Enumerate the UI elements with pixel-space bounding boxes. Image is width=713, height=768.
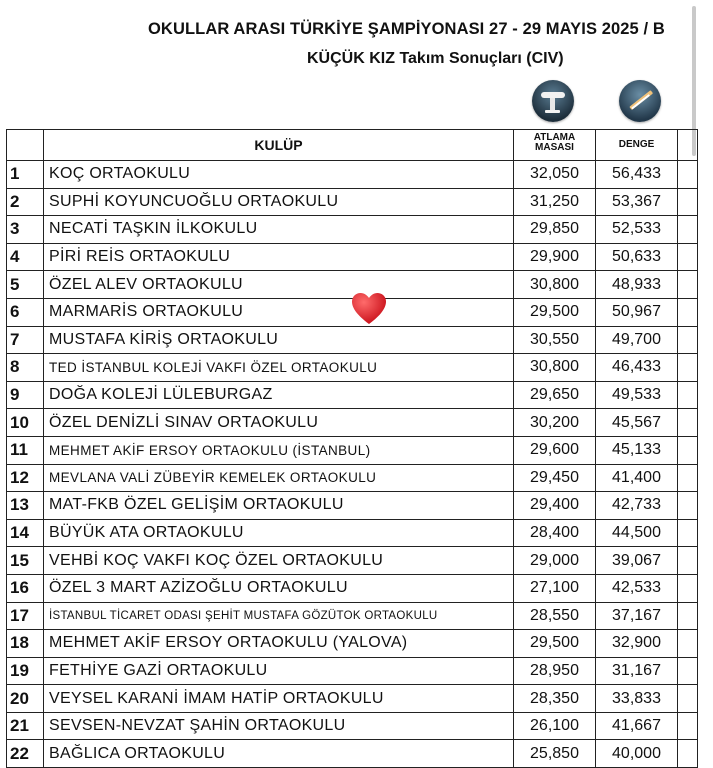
table-row xyxy=(7,161,698,189)
club-name-cell: BÜYÜK ATA ORTAOKULU xyxy=(44,519,514,547)
header-club: KULÜP xyxy=(44,130,514,161)
empty-cell xyxy=(678,243,698,271)
beam-score-cell: 52,533 xyxy=(596,216,678,244)
table-row xyxy=(7,740,698,768)
beam-score-cell: 39,067 xyxy=(596,547,678,575)
vault-score-cell: 29,400 xyxy=(514,492,596,520)
vault-score-cell: 29,850 xyxy=(514,216,596,244)
empty-cell xyxy=(678,381,698,409)
beam-score-cell: 44,500 xyxy=(596,519,678,547)
rank-cell: 4 xyxy=(7,243,44,271)
vault-score-cell: 30,800 xyxy=(514,271,596,299)
rank-cell: 2 xyxy=(7,188,44,216)
results-table xyxy=(6,129,698,768)
vault-score-cell: 29,450 xyxy=(514,464,596,492)
vault-score-cell: 29,650 xyxy=(514,381,596,409)
empty-cell xyxy=(678,519,698,547)
vault-table-icon xyxy=(532,80,574,122)
empty-cell xyxy=(678,464,698,492)
table-row xyxy=(7,685,698,713)
empty-cell xyxy=(678,630,698,658)
rank-cell: 5 xyxy=(7,271,44,299)
empty-cell xyxy=(678,547,698,575)
balance-beam-icon xyxy=(619,80,661,122)
beam-score-cell: 49,533 xyxy=(596,381,678,409)
table-row xyxy=(7,436,698,464)
vault-score-cell: 28,400 xyxy=(514,519,596,547)
beam-score-cell: 41,400 xyxy=(596,464,678,492)
vault-score-cell: 31,250 xyxy=(514,188,596,216)
empty-cell xyxy=(678,409,698,437)
vault-score-cell: 28,950 xyxy=(514,657,596,685)
club-name-cell: VEYSEL KARANİ İMAM HATİP ORTAOKULU xyxy=(44,685,514,713)
club-name-cell: PİRİ REİS ORTAOKULU xyxy=(44,243,514,271)
beam-score-cell: 46,433 xyxy=(596,354,678,382)
table-row xyxy=(7,326,698,354)
beam-score-cell: 49,700 xyxy=(596,326,678,354)
rank-cell: 8 xyxy=(7,354,44,382)
beam-score-cell: 53,367 xyxy=(596,188,678,216)
club-name-cell: KOÇ ORTAOKULU xyxy=(44,161,514,189)
empty-cell xyxy=(678,602,698,630)
rank-cell: 9 xyxy=(7,381,44,409)
club-name-cell: ÖZEL DENİZLİ SINAV ORTAOKULU xyxy=(44,409,514,437)
rank-cell: 12 xyxy=(7,464,44,492)
rank-cell: 10 xyxy=(7,409,44,437)
empty-cell xyxy=(678,657,698,685)
table-row xyxy=(7,188,698,216)
empty-cell xyxy=(678,271,698,299)
empty-cell xyxy=(678,161,698,189)
empty-cell xyxy=(678,740,698,768)
table-row xyxy=(7,464,698,492)
beam-score-cell: 32,900 xyxy=(596,630,678,658)
club-name-cell: VEHBİ KOÇ VAKFI KOÇ ÖZEL ORTAOKULU xyxy=(44,547,514,575)
table-row xyxy=(7,547,698,575)
vault-score-cell: 29,500 xyxy=(514,298,596,326)
beam-score-cell: 42,733 xyxy=(596,492,678,520)
club-name-cell: ÖZEL 3 MART AZİZOĞLU ORTAOKULU xyxy=(44,574,514,602)
table-row xyxy=(7,381,698,409)
club-name-cell: ÖZEL ALEV ORTAOKULU xyxy=(44,271,514,299)
table-row xyxy=(7,216,698,244)
rank-cell: 19 xyxy=(7,657,44,685)
vault-score-cell: 28,550 xyxy=(514,602,596,630)
vault-score-cell: 30,800 xyxy=(514,354,596,382)
table-row xyxy=(7,354,698,382)
rank-cell: 7 xyxy=(7,326,44,354)
rank-cell: 15 xyxy=(7,547,44,575)
table-row xyxy=(7,574,698,602)
table-row xyxy=(7,243,698,271)
rank-cell: 17 xyxy=(7,602,44,630)
empty-cell xyxy=(678,685,698,713)
rank-cell: 6 xyxy=(7,298,44,326)
vault-score-cell: 29,000 xyxy=(514,547,596,575)
rank-cell: 18 xyxy=(7,630,44,658)
beam-score-cell: 41,667 xyxy=(596,712,678,740)
rank-cell: 3 xyxy=(7,216,44,244)
empty-cell xyxy=(678,574,698,602)
club-name-cell: MEHMET AKİF ERSOY ORTAOKULU (YALOVA) xyxy=(44,630,514,658)
empty-cell xyxy=(678,326,698,354)
vault-score-cell: 32,050 xyxy=(514,161,596,189)
table-header-row xyxy=(7,130,698,161)
empty-cell xyxy=(678,492,698,520)
beam-score-cell: 40,000 xyxy=(596,740,678,768)
empty-cell xyxy=(678,712,698,740)
empty-cell xyxy=(678,188,698,216)
table-row xyxy=(7,492,698,520)
club-name-cell: MAT-FKB ÖZEL GELİŞİM ORTAOKULU xyxy=(44,492,514,520)
header-extra xyxy=(678,130,698,161)
empty-cell xyxy=(678,354,698,382)
club-name-cell: MEHMET AKİF ERSOY ORTAOKULU (İSTANBUL) xyxy=(44,436,514,464)
club-name-cell: MUSTAFA KİRİŞ ORTAOKULU xyxy=(44,326,514,354)
club-name-cell: MEVLANA VALİ ZÜBEYİR KEMELEK ORTAOKULU xyxy=(44,464,514,492)
rank-cell: 14 xyxy=(7,519,44,547)
rank-cell: 22 xyxy=(7,740,44,768)
beam-score-cell: 50,633 xyxy=(596,243,678,271)
beam-score-cell: 45,133 xyxy=(596,436,678,464)
vault-score-cell: 30,200 xyxy=(514,409,596,437)
beam-score-cell: 48,933 xyxy=(596,271,678,299)
heart-emoji-icon xyxy=(351,292,387,326)
beam-score-cell: 31,167 xyxy=(596,657,678,685)
club-name-cell: DOĞA KOLEJİ LÜLEBURGAZ xyxy=(44,381,514,409)
table-row xyxy=(7,657,698,685)
empty-cell xyxy=(678,216,698,244)
beam-score-cell: 42,533 xyxy=(596,574,678,602)
beam-score-cell: 50,967 xyxy=(596,298,678,326)
club-name-cell: NECATİ TAŞKIN İLKOKULU xyxy=(44,216,514,244)
vault-score-cell: 29,900 xyxy=(514,243,596,271)
empty-cell xyxy=(678,298,698,326)
table-row xyxy=(7,712,698,740)
club-name-cell: SEVSEN-NEVZAT ŞAHİN ORTAOKULU xyxy=(44,712,514,740)
table-row xyxy=(7,602,698,630)
beam-score-cell: 37,167 xyxy=(596,602,678,630)
rank-cell: 20 xyxy=(7,685,44,713)
vault-score-cell: 30,550 xyxy=(514,326,596,354)
beam-score-cell: 45,567 xyxy=(596,409,678,437)
empty-cell xyxy=(678,436,698,464)
vault-score-cell: 27,100 xyxy=(514,574,596,602)
club-name-cell: İSTANBUL TİCARET ODASI ŞEHİT MUSTAFA GÖZÜTOK ORTAOKULU xyxy=(44,602,514,630)
document-title: OKULLAR ARASI TÜRKİYE ŞAMPİYONASI 27 - 29 MAYIS 2025 / B xyxy=(148,20,665,38)
vault-score-cell: 25,850 xyxy=(514,740,596,768)
table-row xyxy=(7,409,698,437)
club-name-cell: SUPHİ KOYUNCUOĞLU ORTAOKULU xyxy=(44,188,514,216)
header-vault: ATLAMA MASASI xyxy=(514,130,596,161)
table-row xyxy=(7,519,698,547)
rank-cell: 13 xyxy=(7,492,44,520)
vault-score-cell: 29,500 xyxy=(514,630,596,658)
vault-score-cell: 26,100 xyxy=(514,712,596,740)
rank-cell: 11 xyxy=(7,436,44,464)
rank-cell: 16 xyxy=(7,574,44,602)
club-name-cell: MARMARİS ORTAOKULU xyxy=(44,298,514,326)
document-subtitle: KÜÇÜK KIZ Takım Sonuçları (CIV) xyxy=(307,50,564,67)
vault-score-cell: 29,600 xyxy=(514,436,596,464)
rank-cell: 21 xyxy=(7,712,44,740)
beam-score-cell: 33,833 xyxy=(596,685,678,713)
vault-score-cell: 28,350 xyxy=(514,685,596,713)
club-name-cell: TED İSTANBUL KOLEJİ VAKFI ÖZEL ORTAOKULU xyxy=(44,354,514,382)
club-name-cell: BAĞLICA ORTAOKULU xyxy=(44,740,514,768)
header-beam: DENGE xyxy=(596,130,678,161)
rank-cell: 1 xyxy=(7,161,44,189)
beam-score-cell: 56,433 xyxy=(596,161,678,189)
club-name-cell: FETHİYE GAZİ ORTAOKULU xyxy=(44,657,514,685)
header-rank xyxy=(7,130,44,161)
table-row xyxy=(7,630,698,658)
